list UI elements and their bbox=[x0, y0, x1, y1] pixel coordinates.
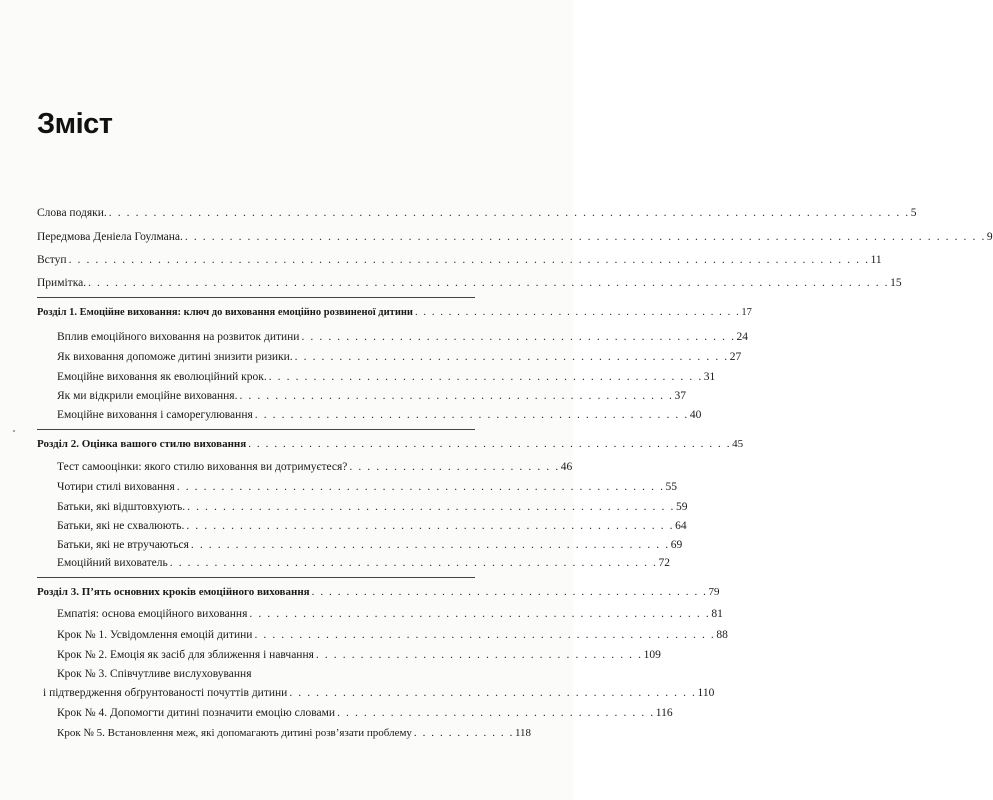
toc-chapter-3 bbox=[37, 585, 720, 599]
toc-entry-label: Тест самооцінки: якого стилю виховання ви дотримуєтеся? bbox=[57, 461, 348, 473]
toc-entry-label: Чотири стилі виховання bbox=[57, 481, 175, 493]
toc-entry-label: Батьки, які відштовхують. bbox=[57, 501, 186, 513]
toc-entry-label: Батьки, які не втручаються bbox=[57, 539, 189, 551]
toc-chapter-label: Розділ 2. Оцінка вашого стилю виховання bbox=[37, 438, 247, 450]
toc-subentry bbox=[57, 726, 532, 740]
toc-leader-dots: . . . . . . . . . . . . . . . . . . . . . . . . . . . . . . . . . . . . . . . . . . . . . . . . . . . . . . bbox=[190, 539, 670, 551]
toc-entry-foreword bbox=[37, 230, 993, 244]
toc-subentry bbox=[57, 519, 687, 533]
toc-leader-dots: . . . . . . . . . . . . . . . . . . . . . . . . . . . . . . . . . . . . . . . . . . . . . . . . . bbox=[268, 371, 703, 383]
page-title: Зміст bbox=[37, 108, 113, 140]
toc-leader-dots: . . . . . . . . . . . . . . . . . . . . . . . . . . . . . . . . . . . . . . . . . . . . . . . . . . . . . . . bbox=[187, 501, 675, 513]
toc-page-number: 69 bbox=[670, 539, 683, 551]
toc-entry-label: Емоційне виховання як еволюційний крок. bbox=[57, 371, 267, 383]
toc-page-number: 40 bbox=[689, 409, 702, 421]
toc-entry-label: і підтвердження обґрунтованості почуттів дитини bbox=[43, 687, 288, 699]
section-divider bbox=[37, 429, 475, 430]
toc-leader-dots: . . . . . . . . . . . . . . . . . . . . . . . . . . . . . . . . . . . . . . . . . . . . . . . . . . . . . . . bbox=[176, 481, 665, 493]
toc-entry-label: Крок № 5. Встановлення меж, які допомагають дитині розв’язати проблему bbox=[57, 727, 412, 739]
toc-leader-dots: . . . . . . . . . . . . . . . . . . . . . . . . . . . . . . . . . . . . . . . . . . . . . . . . . . . . . . . . . . . . . . . . . . . . . . . . . . . . . . . . . . . . . . . . . . bbox=[88, 277, 890, 289]
toc-entry-label: Емоційний вихователь bbox=[57, 557, 168, 569]
toc-subentry bbox=[57, 500, 688, 514]
toc-page-number: 46 bbox=[560, 461, 573, 473]
toc-subentry bbox=[57, 480, 678, 494]
toc-page-number: 31 bbox=[703, 371, 716, 383]
toc-subentry bbox=[57, 330, 749, 344]
toc-page-number: 55 bbox=[665, 481, 678, 493]
toc-subentry-continuation bbox=[43, 686, 715, 700]
toc-entry-label: Емпатія: основа емоційного виховання bbox=[57, 608, 248, 620]
toc-entry-acknowledgements bbox=[37, 206, 917, 220]
toc-subentry bbox=[57, 667, 474, 681]
toc-page-number: 64 bbox=[675, 520, 687, 532]
toc-entry-label: Емоційне виховання і саморегулювання bbox=[57, 409, 253, 421]
toc-leader-dots: . . . . . . . . . . . . . . . . . . . . . . . . . . . . . . . . . . . . . . . . . . . . . . . . . . . . . . . . . . . . . . . . . . . . . . . . . . . . . . . . . . . . . . . . . . bbox=[184, 231, 986, 243]
toc-subentry bbox=[57, 350, 742, 364]
toc-entry-label: Крок № 3. Співчутливе вислуховування bbox=[57, 668, 252, 680]
toc-subentry bbox=[57, 607, 723, 621]
toc-leader-dots: . . . . . . . . . . . . . . . . . . . . . . . . . . . . . . . . . . . . . . . bbox=[414, 307, 741, 318]
toc-entry-label: Примітка. bbox=[37, 277, 87, 289]
toc-chapter-label: Розділ 3. П’ять основних кроків емоційного виховання bbox=[37, 586, 310, 598]
toc-chapter-label: Розділ 1. Емоційне виховання: ключ до виховання емоційно розвиненої дитини bbox=[37, 307, 413, 318]
toc-entry-note bbox=[37, 276, 902, 290]
toc-entry-label: Батьки, які не схвалюють. bbox=[57, 520, 185, 532]
toc-leader-dots: . . . . . . . . . . . . . . . . . . . . . . . . . . . . . . . . . . . . . . . . . . . . . . . . . bbox=[301, 331, 736, 343]
toc-page-number: 11 bbox=[870, 254, 882, 266]
toc-entry-introduction bbox=[37, 253, 882, 267]
toc-entry-label: Як ми відкрили емоційне виховання. bbox=[57, 390, 238, 402]
toc-entry-label: Слова подяки. bbox=[37, 207, 107, 219]
toc-page-number: 109 bbox=[643, 649, 661, 661]
toc-leader-dots: . . . . . . . . . . . . . . . . . . . . . . . . . . . . . . . . . . . . . . . . . . . . . . . . . . . . . . . . bbox=[248, 438, 732, 450]
toc-leader-dots: . . . . . . . . . . . . . . . . . . . . . . . . bbox=[349, 461, 560, 473]
toc-entry-label: Крок № 2. Емоція як засіб для зближення і навчання bbox=[57, 649, 314, 661]
toc-page-number: 110 bbox=[697, 687, 715, 699]
toc-leader-dots: . . . . . . . . . . . . bbox=[413, 727, 514, 739]
toc-subentry bbox=[57, 460, 573, 474]
toc-subentry bbox=[57, 648, 661, 662]
toc-subentry bbox=[57, 628, 728, 642]
toc-page-number: 118 bbox=[514, 727, 532, 739]
toc-chapter-1 bbox=[37, 306, 752, 320]
toc-leader-dots: . . . . . . . . . . . . . . . . . . . . . . . . . . . . . . . . . . . . . . . . . . . . . . bbox=[289, 687, 697, 699]
toc-entry-label: Крок № 1. Усвідомлення емоцій дитини bbox=[57, 629, 253, 641]
toc-leader-dots: . . . . . . . . . . . . . . . . . . . . . . . . . . . . . . . . . . . . . . . . . . . . . . . . . bbox=[294, 351, 729, 363]
toc-page-number: 45 bbox=[732, 438, 744, 450]
toc-leader-dots: . . . . . . . . . . . . . . . . . . . . . . . . . . . . . . . . . . . . . . . . . . . . . . . . . . . . . . . bbox=[186, 520, 675, 532]
toc-leader-dots: . . . . . . . . . . . . . . . . . . . . . . . . . . . . . . . . . . . . . bbox=[315, 649, 643, 661]
toc-leader-dots: . . . . . . . . . . . . . . . . . . . . . . . . . . . . . . . . . . . . . . . . . . . . . . . . . bbox=[254, 409, 689, 421]
toc-leader-dots: . . . . . . . . . . . . . . . . . . . . . . . . . . . . . . . . . . . . . . . . . . . . . . . . . . . . . . . . . . . . . . . . . . . . . . . . . . . . . . . . . . . . . . . . . . bbox=[68, 254, 870, 266]
toc-leader-dots: . . . . . . . . . . . . . . . . . . . . . . . . . . . . . . . . . . . . bbox=[337, 707, 655, 719]
section-divider bbox=[37, 577, 475, 578]
toc-page-number: 9 bbox=[986, 231, 993, 243]
toc-leader-dots: . . . . . . . . . . . . . . . . . . . . . . . . . . . . . . . . . . . . . . . . . . . . . . . . . . . . . . . bbox=[169, 557, 658, 569]
toc-subentry bbox=[57, 706, 673, 720]
toc-subentry bbox=[57, 556, 671, 570]
toc-leader-dots: . . . . . . . . . . . . . . . . . . . . . . . . . . . . . . . . . . . . . . . . . . . . . . . . . . . . . . . . . . . . . . . . . . . . . . . . . . . . . . . . . . . . . . . . . . bbox=[108, 207, 910, 219]
toc-page-number: 37 bbox=[674, 390, 687, 402]
toc-page-number: 27 bbox=[729, 351, 742, 363]
toc-entry-label: Вступ bbox=[37, 254, 67, 266]
toc-subentry bbox=[57, 408, 702, 422]
toc-page-number: 116 bbox=[655, 707, 673, 719]
toc-page-number: 88 bbox=[716, 629, 728, 641]
toc-subentry bbox=[57, 538, 683, 552]
toc-leader-dots: . . . . . . . . . . . . . . . . . . . . . . . . . . . . . . . . . . . . . . . . . . . . . . . . . . . . bbox=[249, 608, 711, 620]
toc-page-number: 72 bbox=[658, 557, 671, 569]
toc-leader-dots: . . . . . . . . . . . . . . . . . . . . . . . . . . . . . . . . . . . . . . . . . . . . . . . . . . . . bbox=[254, 629, 716, 641]
toc-leader-dots: . . . . . . . . . . . . . . . . . . . . . . . . . . . . . . . . . . . . . . . . . . . . . . . . . bbox=[239, 390, 674, 402]
toc-entry-label: Передмова Деніела Гоулмана. bbox=[37, 231, 183, 243]
scan-speck bbox=[13, 430, 15, 432]
toc-page-number: 79 bbox=[708, 586, 720, 598]
toc-subentry bbox=[57, 389, 687, 403]
toc-page-number: 5 bbox=[910, 207, 917, 219]
toc-leader-dots: . . . . . . . . . . . . . . . . . . . . . . . . . . . . . . . . . . . . . . . . . . . . . . bbox=[311, 586, 708, 598]
toc-page-number: 24 bbox=[736, 331, 749, 343]
toc-entry-label: Вплив емоційного виховання на розвиток дитини bbox=[57, 331, 300, 343]
toc-subentry bbox=[57, 370, 716, 384]
section-divider bbox=[37, 297, 475, 298]
toc-page-number: 15 bbox=[890, 277, 902, 289]
toc-chapter-2 bbox=[37, 437, 744, 451]
toc-page-number: 17 bbox=[741, 307, 752, 318]
toc-page-number: 81 bbox=[711, 608, 723, 620]
toc-entry-label: Як виховання допоможе дитині знизити ризики. bbox=[57, 351, 293, 363]
toc-entry-label: Крок № 4. Допомогти дитині позначити емоцію словами bbox=[57, 707, 336, 719]
toc-page-number: 59 bbox=[675, 501, 688, 513]
